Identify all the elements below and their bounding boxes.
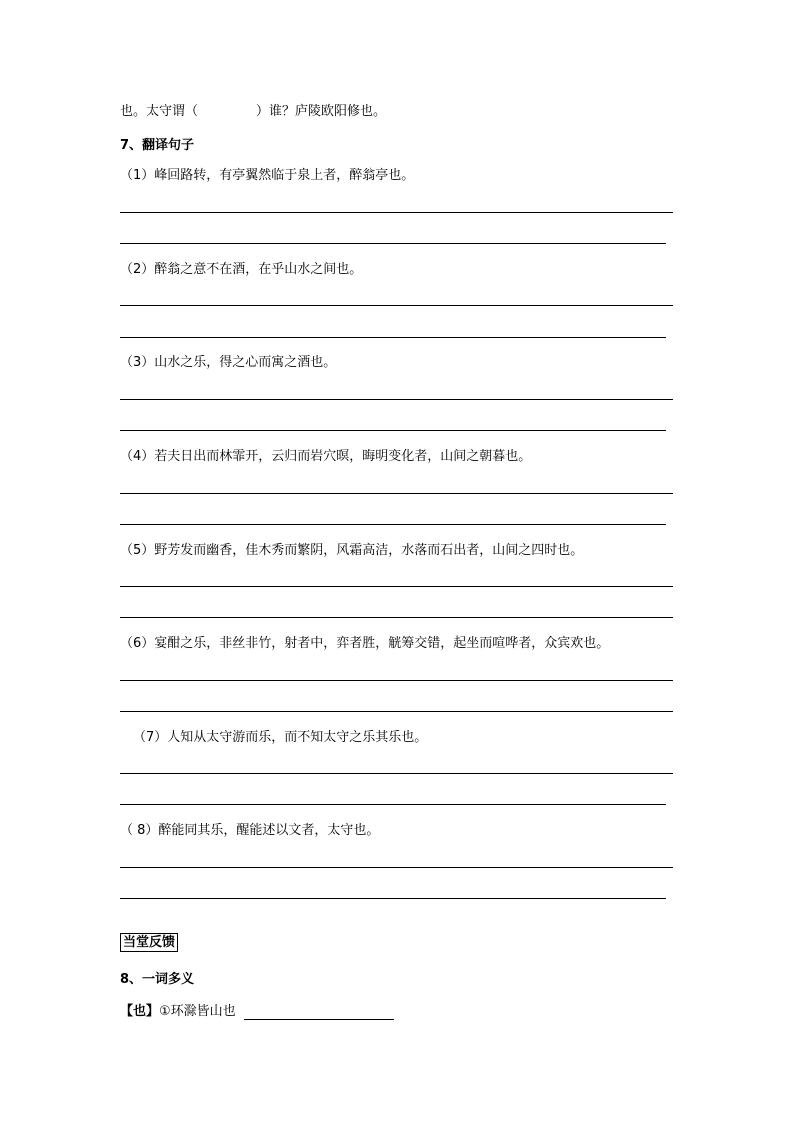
answer-line-3a[interactable] — [120, 399, 673, 400]
answer-line-3b[interactable] — [120, 430, 666, 431]
answer-line-8b[interactable] — [120, 898, 666, 899]
top-line — [120, 104, 386, 120]
feedback-label — [120, 935, 178, 951]
sentence-7: （7）人知从太守游而乐，而不知太守之乐其乐也。 — [133, 730, 428, 745]
answer-line-2b[interactable] — [120, 337, 666, 338]
answer-line-2a[interactable] — [120, 305, 673, 306]
answer-line-5b[interactable] — [120, 617, 673, 618]
answer-line-8a[interactable] — [120, 867, 673, 868]
top-line-before: 也。太守谓（ — [120, 104, 199, 119]
answer-line-6b[interactable] — [120, 711, 673, 712]
top-line-after: ）谁？庐陵欧阳修也。 — [256, 104, 387, 119]
section8-bracket-word: 【也】 — [120, 1004, 160, 1019]
sentence-4: （4）若夫日出而林霏开，云归而岩穴暝，晦明变化者，山间之朝暮也。 — [120, 449, 532, 464]
section8-answer-blank[interactable] — [244, 1007, 394, 1020]
sentence-2: （2）醉翁之意不在酒，在乎山水之间也。 — [120, 262, 363, 277]
sentence-5: （5）野芳发而幽香，佳木秀而繁阴，风霜高洁，水落而石出者，山间之四时也。 — [120, 543, 584, 558]
section7-heading: 7、翻译句子 — [120, 138, 195, 153]
sentence-8: （ 8）醉能同其乐，醒能述以文者，太守也。 — [120, 823, 380, 838]
sentence-1: （1）峰回路转，有亭翼然临于泉上者，醉翁亭也。 — [120, 168, 415, 183]
answer-line-7b[interactable] — [120, 804, 666, 805]
section8-item-text: ①环滁皆山也 — [159, 1004, 236, 1019]
answer-line-1b[interactable] — [120, 243, 666, 244]
answer-line-7a[interactable] — [120, 773, 673, 774]
section8-heading: 8、一词多义 — [120, 972, 195, 987]
answer-line-4a[interactable] — [120, 493, 673, 494]
answer-line-4b[interactable] — [120, 524, 666, 525]
answer-line-5a[interactable] — [120, 586, 673, 587]
sentence-6: （6）宴酣之乐，非丝非竹，射者中，弈者胜，觥筹交错，起坐而喧哗者，众宾欢也。 — [120, 636, 610, 651]
answer-line-1a[interactable] — [120, 212, 673, 213]
answer-line-6a[interactable] — [120, 680, 673, 681]
sentence-3: （3）山水之乐，得之心而寓之酒也。 — [120, 355, 337, 370]
feedback-label-box: 当堂反馈 — [120, 933, 178, 952]
section8-item — [120, 1004, 394, 1020]
